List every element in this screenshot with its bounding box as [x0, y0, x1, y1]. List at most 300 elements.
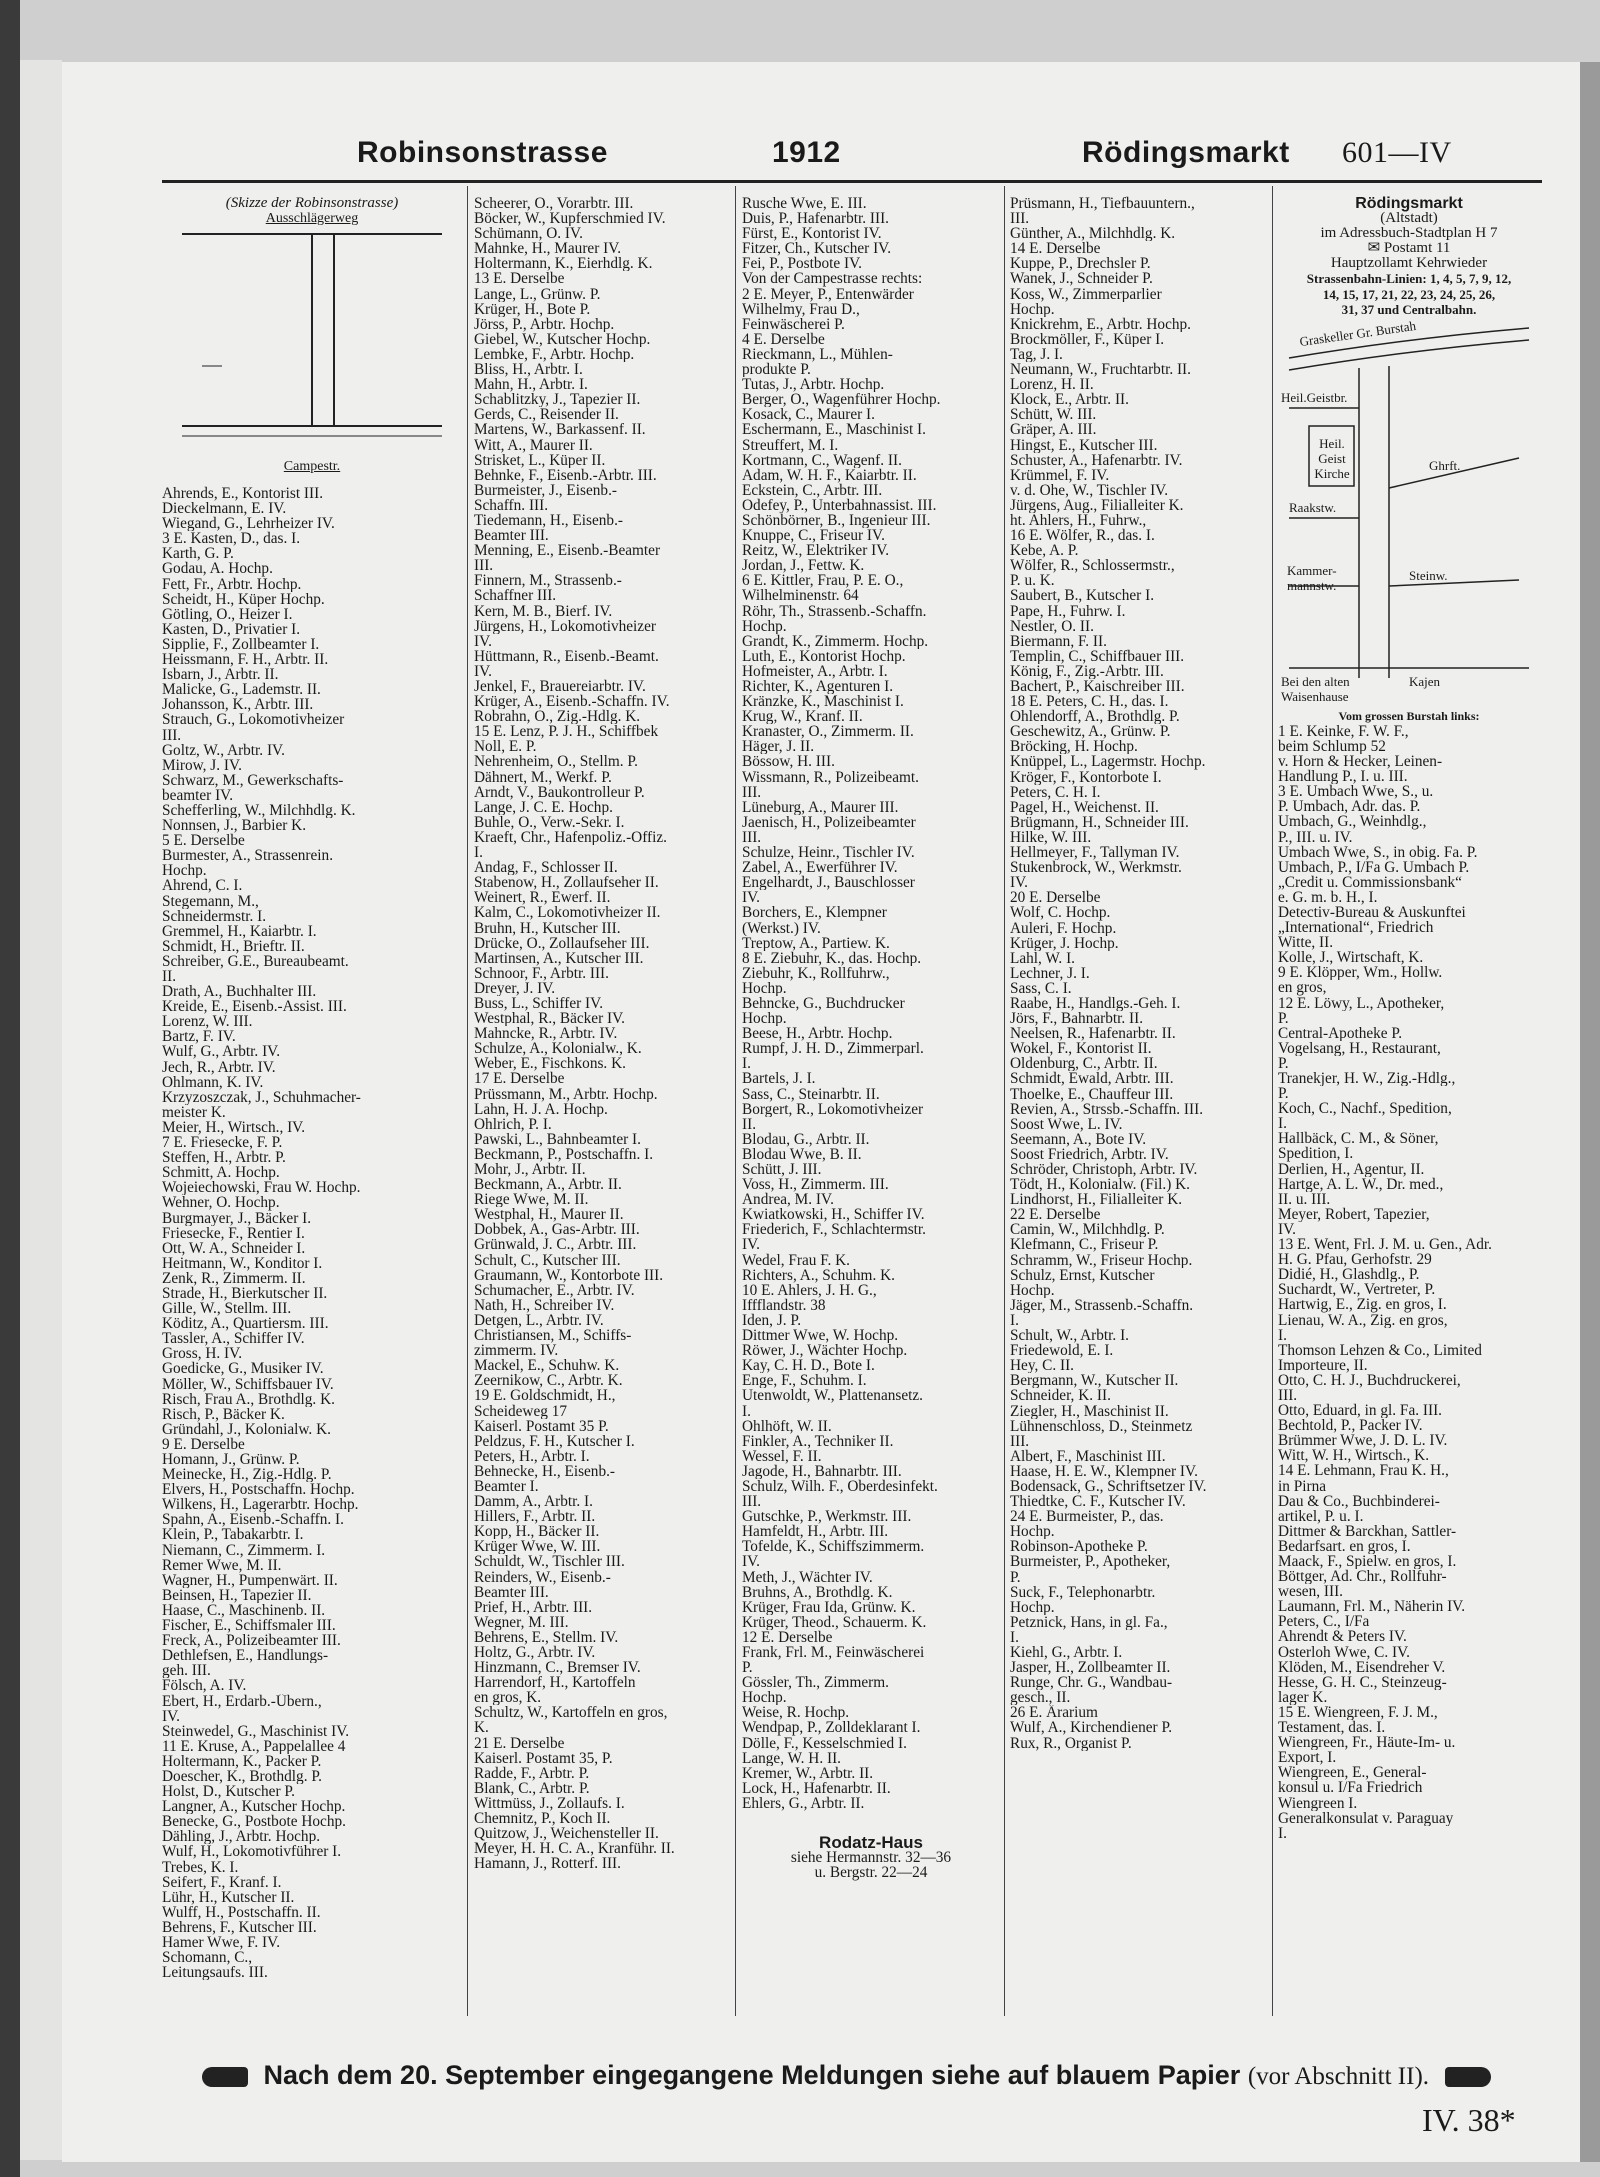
directory-entry: Klock, E., Arbtr. II.	[1010, 392, 1129, 408]
book-spine-shadow	[0, 0, 20, 2177]
directory-entry: Lahn, H. J. A. Hochp.	[474, 1101, 608, 1117]
directory-entry: IV.	[742, 890, 760, 906]
rodingsmarkt-stadtplan: im Adressbuch-Stadtplan H 7	[1320, 225, 1498, 242]
directory-entry: 12 E. Löwy, L., Apotheker,	[1278, 995, 1445, 1011]
directory-entry: Friesecke, F., Rentier I.	[162, 1225, 305, 1241]
directory-entry: Meier, H., Wirtsch., IV.	[162, 1119, 306, 1136]
directory-entry: 7 E. Friesecke, F. P.	[162, 1135, 283, 1151]
directory-entry: Frank, Frl. M., Feinwäscherei	[742, 1645, 925, 1661]
directory-entry: IV.	[742, 1237, 760, 1253]
column-4	[1010, 196, 1268, 2016]
directory-entry: Zenk, R., Zimmerm. II.	[162, 1270, 306, 1286]
header-page-number: 601—IV	[1342, 136, 1452, 169]
directory-entry: Beamter III.	[474, 1584, 549, 1600]
directory-entry: Behnecke, H., Eisenb.-	[474, 1463, 616, 1479]
directory-entry: Suchardt, W., Vertreter, P.	[1278, 1282, 1436, 1298]
map-label-kammermannstw: Kammer- mannstw.	[1287, 562, 1337, 593]
directory-entry: 4 E. Derselbe	[742, 331, 825, 347]
directory-entry: Gräper, A. III.	[1010, 422, 1097, 438]
directory-entry: Fölsch, A. IV.	[162, 1678, 247, 1694]
directory-entry: Schümann, O. IV.	[474, 226, 583, 242]
directory-entry: Kaiserl. Postamt 35, P.	[474, 1750, 613, 1766]
directory-entry: Burmester, A., Strassenrein.	[162, 848, 334, 864]
directory-entry: Richter, K., Agenturen I.	[742, 679, 894, 695]
directory-entry: Jenkel, F., Brauereiarbtr. IV.	[474, 679, 646, 695]
directory-entry: Günther, A., Milchhdlg. K.	[1010, 226, 1176, 242]
directory-entry: Knickrehm, E., Arbtr. Hochp.	[1010, 316, 1191, 332]
directory-entry: „Credit u. Commissionsbank“	[1278, 874, 1462, 890]
directory-entry: Schulze, A., Kolonialw., K.	[474, 1041, 642, 1057]
directory-entry: Lahl, W. I.	[1010, 950, 1076, 966]
directory-entry: Damm, A., Arbtr. I.	[474, 1494, 593, 1510]
directory-entry: Freck, A., Polizeibeamter III.	[162, 1633, 341, 1649]
directory-entry: Prüssmann, M., Arbtr. Hochp.	[474, 1086, 658, 1102]
directory-entry: I.	[1010, 1629, 1019, 1645]
directory-entry: 14 E. Derselbe	[1010, 241, 1101, 257]
directory-entry: Gutschke, P., Werkmstr. III.	[742, 1509, 912, 1525]
directory-entry: Lühnenschloss, D., Steinmetz	[1010, 1418, 1193, 1434]
directory-entry: Behncke, G., Buchdrucker	[742, 995, 905, 1012]
directory-entry: Thiedtke, C. F., Kutscher IV.	[1010, 1494, 1186, 1510]
directory-entry: Stegemann, M.,	[162, 893, 259, 909]
directory-entry: Revien, A., Strssb.-Schaffn. III.	[1010, 1101, 1204, 1117]
directory-entry: Wilhelmy, Frau D.,	[742, 301, 860, 317]
directory-entry: Riege Wwe, M. II.	[474, 1192, 589, 1208]
directory-entry: Krüger Wwe, W. III.	[474, 1539, 601, 1555]
directory-entry: Hartge, A. L. W., Dr. med.,	[1278, 1176, 1444, 1192]
directory-entry: III.	[742, 784, 762, 800]
directory-entry: Ott, W. A., Schneider I.	[162, 1240, 306, 1256]
directory-entry: Hochp.	[742, 980, 787, 996]
directory-entry: gesch., II.	[1010, 1690, 1071, 1706]
directory-entry: Dähling, J., Arbtr. Hochp.	[162, 1829, 321, 1845]
directory-entry: Ohlhöft, W. II.	[742, 1418, 832, 1434]
directory-entry: Rux, R., Organist P.	[1010, 1735, 1132, 1751]
directory-entry: II. u. III.	[1278, 1191, 1331, 1207]
directory-entry: Ahrends, E., Kontorist III.	[162, 486, 324, 502]
directory-entry: Camin, W., Milchhdlg. P.	[1010, 1222, 1165, 1238]
directory-entry: Stukenbrock, W., Werkmstr.	[1010, 860, 1182, 876]
directory-entry: Bröcking, H. Hochp.	[1010, 739, 1138, 755]
directory-entry: geh. III.	[162, 1663, 211, 1679]
directory-entry: Fitzer, Ch., Kutscher IV.	[742, 241, 892, 257]
directory-entry: Templin, C., Schiffbauer III.	[1010, 648, 1185, 664]
directory-entry: Lühr, H., Kutscher II.	[162, 1889, 295, 1905]
page-identifier: IV. 38*	[1422, 2102, 1516, 2138]
directory-entry: Schultz, W., Kartoffeln en gros,	[474, 1705, 668, 1721]
directory-entry: Kiehl, G., Arbtr. I.	[1010, 1645, 1123, 1661]
directory-entry: Sipplie, F., Zollbeamter I.	[162, 636, 320, 653]
directory-entry: Gerds, C., Reisender II.	[474, 407, 619, 423]
directory-entry: Peters, H., Arbtr. I.	[474, 1448, 590, 1464]
directory-entry: Wulf, A., Kirchendiener P.	[1010, 1720, 1173, 1736]
directory-entry: III.	[1010, 1433, 1030, 1449]
column-divider	[735, 186, 736, 2016]
directory-entry: III.	[742, 1494, 762, 1510]
directory-entry: Böcker, W., Kupferschmied IV.	[474, 211, 666, 227]
directory-entry: Beese, H., Arbtr. Hochp.	[742, 1026, 893, 1042]
directory-entry: Wölfer, R., Schlossermstr.,	[1010, 558, 1175, 574]
map-label-heilgeist: Heil.Geistbr.	[1281, 389, 1348, 405]
map-label-grasskeller: Graskeller Gr. Burstah	[1298, 317, 1417, 349]
directory-entry: Hinzmann, C., Bremser IV.	[474, 1660, 641, 1676]
directory-entry: Soost Wwe, L. IV.	[1010, 1116, 1123, 1132]
tram-lines-3: 31, 37 und Centralbahn.	[1341, 301, 1477, 317]
directory-entry: Lüneburg, A., Maurer III.	[742, 799, 899, 815]
directory-entry: Sass, C., Steinarbtr. II.	[742, 1086, 880, 1102]
directory-entry: Ahrend, C. I.	[162, 878, 243, 894]
header-right-street: Rödingsmarkt	[1082, 136, 1290, 169]
directory-entry: Hochp.	[162, 863, 207, 879]
directory-entry: Wilhelminenstr. 64	[742, 588, 859, 604]
directory-entry: Krümmel, F. IV.	[1010, 467, 1110, 483]
directory-entry: I.	[742, 1056, 751, 1072]
directory-entry: Lechner, J. I.	[1010, 965, 1090, 981]
directory-entry: Pawski, L., Bahnbeamter I.	[474, 1131, 641, 1147]
directory-entry: 11 E. Kruse, A., Pappelallee 4	[162, 1738, 346, 1754]
directory-entry: Nath, H., Schreiber IV.	[474, 1297, 615, 1313]
directory-entry: Fett, Fr., Arbtr. Hochp.	[162, 576, 302, 592]
directory-entry: 12 E. Derselbe	[742, 1629, 833, 1645]
directory-entry: III.	[162, 727, 182, 743]
directory-entry: Hochp.	[742, 1011, 787, 1027]
directory-entry: Kolle, J., Wirtschaft, K.	[1278, 950, 1424, 966]
directory-entry: Grandt, K., Zimmerm. Hochp.	[742, 633, 929, 649]
directory-entry: Umbach, G., Weinhdlg.,	[1278, 814, 1427, 830]
directory-entry: Radde, F., Arbtr. P.	[474, 1765, 590, 1781]
directory-entry: III.	[1010, 211, 1030, 227]
directory-entry: Holtermann, K., Eierhdlg. K.	[474, 256, 653, 272]
directory-page	[62, 62, 1580, 2162]
directory-entry: Klein, P., Tabakarbtr. I.	[162, 1527, 304, 1543]
directory-entry: Kebe, A. P.	[1010, 543, 1079, 559]
directory-entry: Leitungsaufs. III.	[162, 1965, 268, 1981]
directory-entry: Tödt, H., Kolonialw. (Fil.) K.	[1010, 1177, 1191, 1193]
directory-entry: Burmeister, J., Eisenb.-	[474, 482, 617, 498]
directory-entry: wesen, III.	[1278, 1584, 1343, 1600]
directory-entry: Böttger, Ad. Chr., Rollfuhr-	[1278, 1569, 1447, 1585]
directory-entry: Buss, L., Schiffer IV.	[474, 995, 604, 1012]
directory-entry: 22 E. Derselbe	[1010, 1207, 1101, 1223]
directory-entry: Witte, II.	[1278, 935, 1334, 951]
directory-entry: Hellmeyer, F., Tallyman IV.	[1010, 845, 1180, 861]
directory-entry: Zeernikow, C., Arbtr. K.	[474, 1373, 623, 1389]
directory-entry: Ohlmann, K. IV.	[162, 1074, 264, 1090]
directory-entry: Feinwäscherei P.	[742, 316, 845, 332]
directory-entry: Schablitzky, J., Tapezier II.	[474, 392, 641, 408]
directory-entry: Fei, P., Postbote IV.	[742, 256, 862, 272]
directory-entry: Albert, F., Maschinist III.	[1010, 1448, 1166, 1464]
directory-entry: Friederich, F., Schlachtermstr.	[742, 1222, 926, 1238]
directory-entry: Wagner, H., Pumpenwärt. II.	[162, 1572, 338, 1588]
directory-entry: Stabenow, H., Zollaufseher II.	[474, 875, 659, 891]
directory-entry: „International“, Friedrich	[1278, 920, 1434, 936]
directory-entry: en gros, K.	[474, 1690, 542, 1706]
directory-entry: Blodau Wwe, B. II.	[742, 1146, 862, 1162]
directory-entry: Knuppe, C., Friseur IV.	[742, 528, 885, 544]
directory-entry: Brockmöller, F., Küper I.	[1010, 331, 1165, 347]
directory-entry: Bartels, J. I.	[742, 1071, 816, 1087]
directory-entry: Schulz, Ernst, Kutscher	[1010, 1267, 1155, 1283]
directory-entry: Grünwald, J. C., Arbtr. III.	[474, 1237, 637, 1253]
directory-entry: Röwer, J., Wächter Hochp.	[742, 1343, 908, 1359]
directory-entry: Dölle, F., Kesselschmied I.	[742, 1735, 907, 1751]
directory-entry: Johansson, K., Arbtr. III.	[162, 697, 314, 713]
directory-entry: Häger, J. II.	[742, 739, 815, 755]
directory-entry: Duis, P., Hafenarbtr. III.	[742, 211, 889, 227]
tram-lines-2: 14, 15, 17, 21, 22, 23, 24, 25, 26,	[1322, 286, 1496, 302]
directory-entry: Kränzke, K., Maschinist I.	[742, 694, 904, 710]
directory-entry: 1 E. Keinke, F. W. F.,	[1278, 723, 1409, 739]
directory-entry: Bergmann, W., Kutscher II.	[1010, 1373, 1179, 1389]
directory-entry: 17 E. Derselbe	[474, 1071, 565, 1087]
directory-entry: Dieckelmann, E. IV.	[162, 501, 287, 517]
directory-entry: Steinwedel, G., Maschinist IV.	[162, 1723, 350, 1739]
directory-entry: Noll, E. P.	[474, 739, 537, 755]
directory-entry: Meth, J., Wächter IV.	[742, 1569, 873, 1585]
directory-entry: Schulz, Wilh. F., Oberdesinfekt.	[742, 1478, 938, 1495]
column-1	[162, 196, 462, 2016]
directory-entry: Ehlers, G., Arbtr. II.	[742, 1795, 865, 1812]
directory-entry: P. Umbach, Adr. das. P.	[1278, 799, 1421, 815]
directory-entry: 20 E. Derselbe	[1010, 890, 1101, 906]
directory-entry: Beinsen, H., Tapezier II.	[162, 1587, 312, 1603]
directory-entry: 26 E. Ärarium	[1010, 1705, 1098, 1721]
directory-entry: Schomann, C.,	[162, 1950, 253, 1966]
directory-entry: Westphal, H., Maurer II.	[474, 1207, 624, 1223]
directory-entry: Mohr, J., Arbtr. II.	[474, 1162, 586, 1178]
directory-entry: 6 E. Kittler, Frau, P. E. O.,	[742, 573, 904, 589]
directory-entry: Luth, E., Kontorist Hochp.	[742, 648, 906, 664]
directory-entry: P.	[1278, 1010, 1289, 1026]
directory-entry: Westphal, R., Bäcker IV.	[474, 1011, 625, 1027]
directory-entry: Gille, W., Stellm. III.	[162, 1301, 292, 1317]
directory-entry: P., III. u. IV.	[1278, 829, 1353, 845]
directory-entry: Biermann, F. II.	[1010, 633, 1107, 649]
directory-entry: Lindhorst, H., Filialleiter K.	[1010, 1192, 1183, 1208]
directory-entry: Finnern, M., Strassenb.-	[474, 573, 622, 589]
directory-entry: Iden, J. P.	[742, 1312, 802, 1329]
directory-entry: Weber, E., Fischkons. K.	[474, 1056, 626, 1072]
directory-entry: Lorenz, H. II.	[1010, 377, 1094, 393]
directory-entry: Spahn, A., Eisenb.-Schaffn. I.	[162, 1512, 344, 1528]
directory-entry: Jaenisch, H., Polizeibeamter	[742, 814, 916, 830]
directory-entry: Blodau, G., Arbtr. II.	[742, 1131, 870, 1147]
directory-entry: Seemann, A., Bote IV.	[1010, 1131, 1147, 1147]
directory-entry: Karth, G. P.	[162, 546, 234, 562]
directory-entry: v. d. Ohe, W., Tischler IV.	[1010, 482, 1169, 498]
directory-entry: Otto, C. H. J., Buchdruckerei,	[1278, 1372, 1461, 1388]
directory-entry: Schult, C., Kutscher III.	[474, 1252, 621, 1268]
directory-entry: Borchers, E., Klempner	[742, 905, 887, 921]
directory-entry: zimmerm. IV.	[474, 1343, 559, 1359]
directory-entry: Strauch, G., Lokomotivheizer	[162, 712, 345, 728]
directory-entry: Graumann, W., Kontorbote III.	[474, 1267, 664, 1283]
footer-text: Nach dem 20. September eingegangene Meldungen siehe auf blauem Papier	[263, 2060, 1241, 2090]
directory-entry: Hofmeister, A., Arbtr. I.	[742, 663, 888, 679]
directory-entry: Wittmüss, J., Zollaufs. I.	[474, 1795, 625, 1812]
directory-entry: Prief, H., Arbtr. III.	[474, 1599, 593, 1615]
directory-entry: Wiengreen, Fr., Häute-Im- u.	[1278, 1735, 1456, 1751]
directory-entry: Klöden, M., Eisendreher V.	[1278, 1659, 1446, 1675]
header-left-street: Robinsonstrasse	[357, 136, 608, 169]
directory-entry: Schulze, Heinr., Tischler IV.	[742, 845, 915, 861]
directory-entry: (Werkst.) IV.	[742, 920, 821, 936]
directory-entry: Bruhn, H., Kutscher III.	[474, 920, 621, 936]
directory-entry: Elvers, H., Postschaffn. Hochp.	[162, 1482, 355, 1498]
envelope-icon: ✉	[1367, 240, 1381, 257]
directory-entry: 5 E. Derselbe	[162, 833, 245, 849]
directory-entry: Rumpf, J. H. D., Zimmerparl.	[742, 1041, 924, 1057]
directory-entry: Robrahn, O., Zig.-Hdlg. K.	[474, 709, 641, 725]
directory-entry: Schefferling, W., Milchhdlg. K.	[162, 802, 356, 819]
directory-entry: 13 E. Derselbe	[474, 271, 565, 287]
directory-entry: Odefey, P., Unterbahnassist. III.	[742, 497, 937, 513]
sketch-caption: (Skizze der Robinsonstrasse)	[225, 196, 399, 211]
directory-entry: Bechtold, P., Packer IV.	[1278, 1418, 1423, 1434]
directory-entry: 3 E. Umbach Wwe, S., u.	[1278, 784, 1434, 800]
directory-entry: Hesse, G. H. C., Steinzeug-	[1278, 1674, 1447, 1690]
directory-entry: Witt, W. H., Wirtsch., K.	[1278, 1448, 1430, 1464]
directory-entry: Brümmer Wwe, J. D. L. IV.	[1278, 1433, 1448, 1449]
directory-entry: Schmidt, Ewald, Arbtr. III.	[1010, 1071, 1174, 1087]
directory-entry: Fischer, E., Schiffsmaler III.	[162, 1618, 336, 1634]
directory-entry: Benecke, G., Postbote Hochp.	[162, 1814, 346, 1830]
directory-entry: Götling, O., Heizer I.	[162, 606, 293, 622]
directory-entry: 9 E. Klöpper, Wm., Hollw.	[1278, 965, 1443, 981]
directory-entry: Oldenburg, C., Arbtr. II.	[1010, 1056, 1158, 1072]
directory-entry: Lange, W. H. II.	[742, 1750, 841, 1766]
directory-entry: Neelsen, R., Hafenarbtr. II.	[1010, 1026, 1176, 1042]
directory-entry: Dethlefsen, E., Handlungs-	[162, 1648, 329, 1664]
directory-entry: Hey, C. II.	[1010, 1358, 1075, 1374]
directory-entry: Importeure, II.	[1278, 1357, 1368, 1373]
directory-entry: Otto, Eduard, in gl. Fa. III.	[1278, 1403, 1442, 1419]
directory-entry: Schuldt, W., Tischler III.	[474, 1554, 625, 1570]
directory-entry: Reinders, W., Eisenb.-	[474, 1569, 611, 1585]
directory-entry: Schult, W., Arbtr. I.	[1010, 1328, 1129, 1344]
directory-entry: Hochp.	[1010, 1599, 1055, 1615]
directory-entry: Spedition, I.	[1278, 1146, 1354, 1162]
tram-lines-1: Strassenbahn-Linien: 1, 4, 5, 7, 9, 12,	[1306, 271, 1512, 287]
directory-entry: Ziebuhr, K., Rollfuhrw.,	[742, 965, 890, 981]
directory-entry: Ahrendt & Peters IV.	[1278, 1629, 1407, 1645]
directory-entry: Finkler, A., Techniker II.	[742, 1433, 894, 1449]
directory-entry: IV.	[474, 633, 492, 649]
directory-entry: Petznick, Hans, in gl. Fa.,	[1010, 1614, 1168, 1630]
directory-entry: Wendpap, P., Zolldeklarant I.	[742, 1720, 921, 1736]
directory-entry: IV.	[474, 663, 492, 679]
directory-entry: K.	[474, 1720, 489, 1736]
directory-entry: Strisket, L., Küper II.	[474, 452, 606, 468]
directory-entry: Soost Friedrich, Arbtr. IV.	[1010, 1146, 1169, 1162]
directory-entry: Schröder, Christoph, Arbtr. IV.	[1010, 1162, 1198, 1178]
directory-entry: Wiegand, G., Lehrheizer IV.	[162, 516, 335, 532]
directory-entry: P. u. K.	[1010, 573, 1055, 589]
directory-entry: Bliss, H., Arbtr. I.	[474, 362, 583, 378]
directory-entry: Schütt, J. III.	[742, 1162, 822, 1178]
directory-entry: Hingst, E., Kutscher III.	[1010, 437, 1158, 453]
directory-entry: Export, I.	[1278, 1750, 1337, 1766]
rodatz-line-2: u. Bergstr. 22—24	[814, 1864, 928, 1882]
directory-entry: Weise, R. Hochp.	[742, 1705, 850, 1721]
directory-entry: Wilkens, H., Lagerarbtr. Hochp.	[162, 1497, 359, 1513]
directory-entry: Schütt, W. III.	[1010, 407, 1097, 423]
directory-entry: Martens, W., Barkassenf. II.	[474, 422, 646, 438]
pointing-hand-icon	[202, 2067, 248, 2087]
directory-entry: 19 E. Goldschmidt, H.,	[474, 1388, 616, 1404]
directory-entry: Zabel, A., Ewerführer IV.	[742, 860, 898, 876]
directory-entry: Rusche Wwe, E. III.	[742, 196, 867, 212]
directory-entry: Peters, C., I/Fa	[1278, 1614, 1370, 1630]
directory-entry: Schnoor, F., Arbtr. III.	[474, 965, 609, 981]
entry-list	[474, 196, 732, 1871]
directory-entry: Enge, F., Schuhm. I.	[742, 1373, 867, 1389]
directory-entry: Wulf, H., Lokomotivführer I.	[162, 1844, 342, 1860]
directory-entry: Schmitt, A. Hochp.	[162, 1165, 280, 1181]
page-stack-edge	[1580, 62, 1600, 2162]
directory-entry: Bachert, P., Kaischreiber III.	[1010, 679, 1185, 695]
directory-entry: Reitz, W., Elektriker IV.	[742, 543, 890, 559]
directory-entry: Ohlrich, P. I.	[474, 1116, 552, 1132]
directory-entry: Brügmann, H., Schneider III.	[1010, 814, 1189, 830]
directory-entry: Didié, H., Glashdlg., P.	[1278, 1267, 1420, 1283]
directory-entry: Dau & Co., Buchbinderei-	[1278, 1493, 1440, 1509]
directory-entry: Testament, das. I.	[1278, 1720, 1386, 1736]
directory-entry: Jagode, H., Bahnarbtr. III.	[742, 1463, 902, 1479]
directory-entry: Gössler, Th., Zimmerm.	[742, 1675, 889, 1691]
directory-entry: Dreyer, J. IV.	[474, 980, 556, 996]
directory-entry: Treptow, A., Partiew. K.	[742, 935, 890, 951]
directory-entry: Bössow, H. III.	[742, 754, 835, 770]
directory-entry: Malicke, G., Lademstr. II.	[162, 682, 321, 698]
directory-entry: Krug, W., Kranf. II.	[742, 709, 863, 725]
map-label-kirche: Heil. Geist Kirche	[1314, 435, 1350, 481]
directory-entry: Wokel, F., Kontorist II.	[1010, 1041, 1152, 1057]
directory-entry: Ohlendorff, A., Brothdlg. P.	[1010, 709, 1180, 725]
directory-entry: 16 E. Wölfer, R., das. I.	[1010, 528, 1155, 544]
directory-entry: Beckmann, A., Arbtr. II.	[474, 1177, 622, 1193]
directory-entry: Von der Campestrasse rechts:	[742, 271, 923, 287]
directory-entry: Peldzus, F. H., Kutscher I.	[474, 1433, 635, 1449]
directory-entry: Meyer, Robert, Tapezier,	[1278, 1206, 1430, 1222]
directory-entry: Gross, H. IV.	[162, 1346, 243, 1362]
directory-entry: Niemann, C., Zimmerm. I.	[162, 1542, 326, 1558]
rodatz-title: Rodatz-Haus	[819, 1833, 923, 1853]
directory-entry: Borgert, R., Lokomotivheizer	[742, 1101, 924, 1117]
directory-entry: Robinson-Apotheke P.	[1010, 1539, 1148, 1555]
postamt-text: Postamt 11	[1383, 240, 1451, 257]
directory-entry: Hillers, F., Arbtr. II.	[474, 1509, 596, 1525]
directory-entry: Friedewold, E. I.	[1010, 1343, 1114, 1359]
directory-entry: Ebert, H., Erdarb.-Übern.,	[162, 1693, 322, 1709]
directory-entry: Behnke, F., Eisenb.-Arbtr. III.	[474, 467, 657, 483]
directory-entry: Bedarfsart. en gros, I.	[1278, 1538, 1411, 1554]
rodingsmarkt-zollamt: Hauptzollamt Kehrwieder	[1330, 255, 1488, 272]
directory-entry: Kalm, C., Lokomotivheizer II.	[474, 905, 661, 921]
directory-entry: Auleri, F. Hochp.	[1010, 920, 1117, 936]
directory-entry: Lock, H., Hafenarbtr. II.	[742, 1780, 891, 1796]
directory-entry: Runge, Chr. G., Wandbau-	[1010, 1675, 1173, 1691]
directory-entry: Dähnert, M., Werkf. P.	[474, 769, 612, 785]
directory-entry: Jörs, F., Bahnarbtr. II.	[1010, 1011, 1144, 1027]
directory-entry: Fürst, E., Kontorist IV.	[742, 226, 882, 242]
directory-entry: 9 E. Derselbe	[162, 1436, 245, 1452]
directory-entry: Hallbäck, C. M., & Söner,	[1278, 1131, 1439, 1147]
directory-entry: Chemnitz, P., Koch II.	[474, 1811, 611, 1827]
directory-entry: I.	[1010, 1312, 1019, 1329]
directory-entry: Lienau, W. A., Zig. en gros,	[1278, 1312, 1448, 1328]
